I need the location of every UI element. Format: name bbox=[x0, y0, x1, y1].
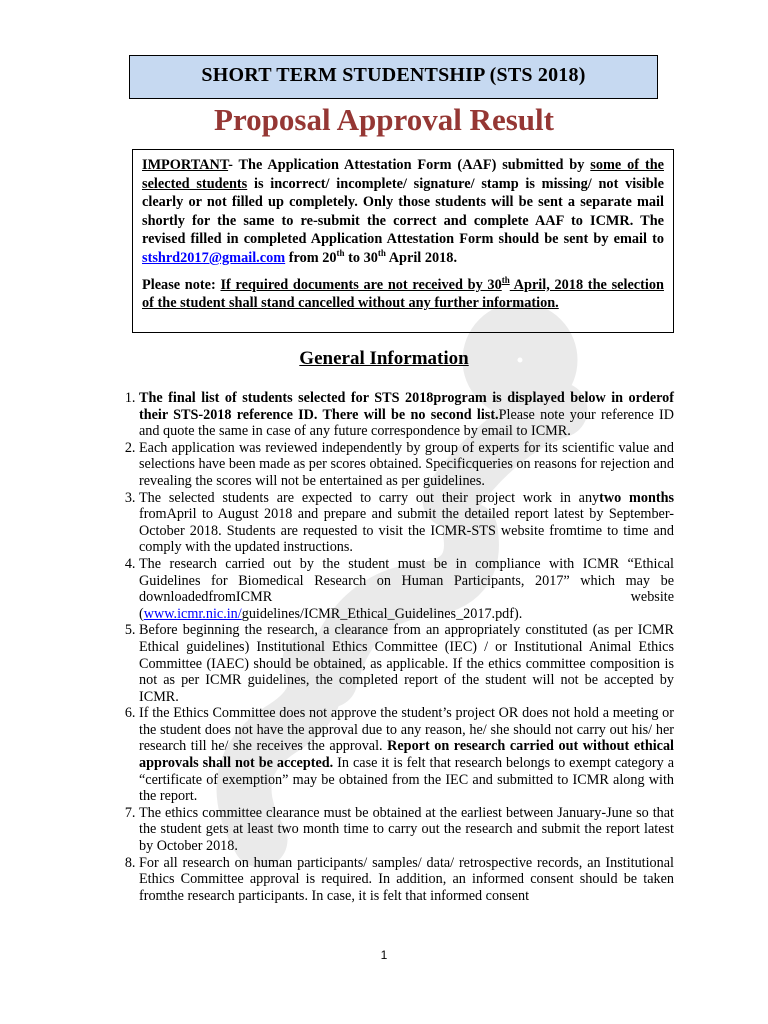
list-item bbox=[139, 855, 674, 905]
list-item-bold-text: The final list of students selected for STS 2018program is displayed below in orderof their STS-2018 reference ID. There will be no second list. bbox=[139, 390, 674, 423]
list-item-text: Before beginning the research, a clearance from an appropriately constituted (as per ICMR Ethical guidelines) Institutional Ethics Committee (IEC) / or Institutional Animal Ethics Committee (IAEC) should be obtained, as applicable. If the ethics committee composition is not as per ICMR guidelines, the completed report of the student will not be accepted by ICMR. bbox=[139, 622, 674, 705]
important-notice bbox=[132, 149, 674, 333]
important-text: is incorrect/ incomplete/ signature/ stamp is missing/ not visible clearly or not filled up completely. Only those students will be sent a separate mail shortly for the same to re-submit the correct and complete AAF to ICMR. The revised filled in completed Application Attestation Form should be sent by email to bbox=[142, 175, 665, 248]
list-item-text: Please note your reference ID and quote the same in case of any future correspondence by email to ICMR. bbox=[139, 406, 674, 440]
important-text: April 2018. bbox=[385, 249, 458, 266]
important-underlined-text: some of the selected students bbox=[142, 157, 664, 192]
list-item-text: Each application was reviewed independently by group of experts for its scientific value and selections have been made as per scores obtained. Specificqueries on reasons for rejection and revealing the scores will not be entertained as per guidelines. bbox=[139, 439, 674, 489]
list-item bbox=[139, 390, 674, 440]
important-text: to 30 bbox=[344, 249, 378, 266]
general-information-list bbox=[94, 390, 674, 904]
list-item bbox=[139, 556, 674, 622]
note-underlined-text: April, 2018 the selection of the student shall stand cancelled without any further information. bbox=[142, 276, 664, 312]
list-item bbox=[139, 622, 674, 705]
note-label: Please note: bbox=[142, 276, 221, 293]
important-text: from 20 bbox=[285, 249, 337, 266]
list-item bbox=[139, 705, 674, 805]
list-item-text: The ethics committee clearance must be obtained at the earliest between January-June so that the student gets at least two month time to carry out the research and submit the report latest by October 2018. bbox=[139, 804, 674, 855]
list-item-text: fromApril to August 2018 and prepare and submit the detailed report latest by September-October 2018. Students are requested to visit the ICMR-STS website fromtime to time and comply with the updated instructions. bbox=[139, 506, 674, 556]
superscript: th bbox=[501, 274, 510, 285]
list-item bbox=[139, 440, 674, 490]
list-item-text: The research carried out by the student must be in compliance with ICMR “Ethical Guidelines for Biomedical Research on Human Participants, 2017” which may be downloadedfromICMR website ( bbox=[139, 555, 674, 622]
list-item bbox=[139, 490, 674, 556]
important-text: - The Application Attestation Form (AAF) submitted by bbox=[228, 157, 591, 173]
email-link[interactable]: stshrd2017@gmail.com bbox=[142, 249, 286, 266]
please-note-paragraph bbox=[142, 276, 664, 313]
list-item-text: In case it is felt that research belongs to exempt category a “certificate of exemption” may be obtained from the IEC and submitted to ICMR along with the report. bbox=[139, 755, 675, 805]
page-title: SHORT TERM STUDENTSHIP (STS 2018) bbox=[129, 55, 658, 99]
list-item-bold-text: Report on research carried out without ethical approvals shall not be accepted. bbox=[139, 738, 675, 772]
page-subtitle: Proposal Approval Result bbox=[214, 102, 554, 137]
list-item-text: guidelines/ICMR_Ethical_Guidelines_2017.pdf). bbox=[241, 605, 523, 622]
list-item bbox=[139, 805, 674, 855]
icmr-website-link[interactable]: www.icmr.nic.in/ bbox=[143, 605, 242, 622]
page-number: 1 bbox=[380, 948, 388, 962]
superscript: th bbox=[336, 248, 345, 259]
list-item-bold-text: two months bbox=[599, 489, 674, 506]
general-information-heading: General Information bbox=[299, 348, 469, 369]
important-paragraph bbox=[142, 156, 664, 268]
list-item-text: If the Ethics Committee does not approve the student’s project OR does not hold a meeting or the student does not have the approval due to any reason, he/ she should not carry out his/ her research till he/ she receives the approval. bbox=[139, 705, 674, 755]
important-label: IMPORTANT bbox=[142, 157, 229, 173]
list-item-text: For all research on human participants/ samples/ data/ retrospective records, an Institutional Ethics Committee approval is required. In addition, an informed consent should be taken fromthe research participants. In case, it is felt that informed consent bbox=[139, 854, 674, 904]
superscript: th bbox=[377, 248, 386, 259]
note-underlined-text: If required documents are not received by 30 bbox=[220, 276, 502, 293]
list-item-text: The selected students are expected to carry out their project work in any bbox=[139, 489, 600, 506]
